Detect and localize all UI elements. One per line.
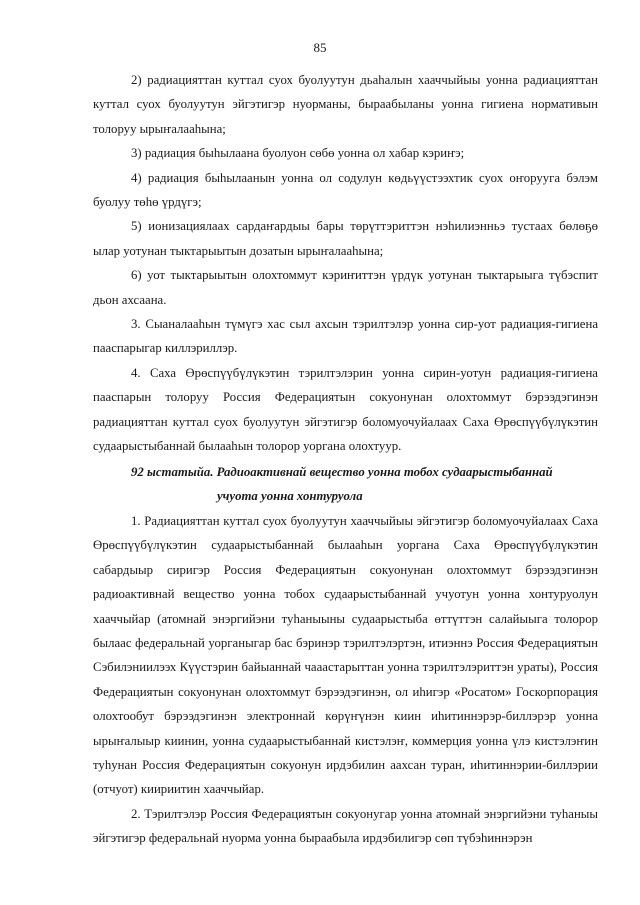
paragraph: 6) уот тыктарыытын олохтоммут кэриҥиттэн үрдүк уотунан тыктарыыга түбэспит дьон ахсаана. (93, 268, 598, 307)
paragraph: 2) радиацияттан куттал суох буолуутун дьаһалын хааччыйыы уонна радиацияттан куттал суох буолуутун эйгэтигэр нуорманы, быраабыланы уонна гигиена нормативын толоруу ырыҥалааһына; (93, 73, 598, 136)
paragraphs-bottom (93, 509, 598, 851)
article-heading (93, 460, 598, 509)
article-heading-line: учуота уонна хонтуруола (217, 489, 363, 504)
paragraph: 2. Тэрилтэлэр Россия Федерациятын сокуонугар уонна атомнай энэргийэни туһаныы эйгэтигэр федеральнай нуорма уонна быраабыла ирдэбилигэр сөп түбэһиннэрэн (93, 806, 598, 846)
paragraphs-top (93, 68, 598, 459)
article-heading-line: 92 ыстатыйа. Радиоактивнай веществo уонна тобох судаарыстыбаннай (131, 465, 553, 479)
paragraph: 1. Радиацияттан куттал суох буолуутун хааччыйыы эйгэтигэр боломуочуйалаах Саха Өрөспүүбүлүкэтин судаарыстыбаннай былааһын уоргана Саха Өрөспүүбүлүкэтин сабардыыр сиригэр Россия Федерациятын сокуонунан олохтоммут бэрээдэгинэн радиоактивнай веществo уонна тобох судаарыстыбаннай учуотун уонна хонтуруолун хааччыйар (атомнай энэргийэни туһаныыны судаарыстыба өттүттэн салайыыга толорор былаас федеральнай уорганыгар бас бэринэр тэрилтэлэртэн, итиэннэ Россия Федерациятын Сэбилэниилээх Күүстэрин байыаннай чааастарыттан уонна тэрилтэлэриттэн ураты), Россия Федерациятын сокуонунан олохтоммут бэрээдэгинэн, ол иһигэр «Росатом» Госкорпорация олохтообут бэрээдэгинэн электроннай көрүҥүнэн киин иһитиннэрэр-биллэрэр уонна ырыҥалыыр киинин, уонна судаарыстыбаннай кистэлэҥ, коммерция уонна үлэ кистэлэҥин туһунан Россия Федерациятын сокуонун ирдэбилин аахсан туран, иһитиннэрии-биллэрии (отчуот) киириитин хааччыйар. (93, 514, 598, 797)
paragraph: 3) радиация быһылаана буолуон сөбө уонна ол хабар кэриҥэ; (131, 146, 465, 161)
paragraph: 5) ионизациялаах сардаҥардыы бары төрүттэриттэн нэһилиэнньэ тустаах бөлөҕө ылар уотунан тыктарыытын дозатын ырыҥалааһына; (93, 219, 598, 258)
page-number: 85 (313, 40, 327, 55)
paragraph: 4) радиация быһылаанын уонна ол содулун көдьүүстээхтик суох оҥорууга бэлэм буолуу төһө үрдүгэ; (93, 170, 598, 210)
paragraph: 3. Сыаналааһын түмүгэ хас сыл ахсын тэрилтэлэр уонна сир-уот радиация-гигиена пааспарыгар киллэриллэр. (93, 317, 598, 356)
paragraph: 4. Саха Өрөспүүбүлүкэтин тэрилтэлэрин уонна сирин-уотун радиация-гигиена пааспарын толоруу Россия Федерациятын сокуонунан олохтоммут бэрээдэгинэн радиацияттан куттал суох буолуутун эйгэтигэр боломуочуйалаах Саха Өрөспүүбүлүкэтин судаарыстыбаннай былааһын толорор уоргана олохтуур. (93, 365, 598, 454)
